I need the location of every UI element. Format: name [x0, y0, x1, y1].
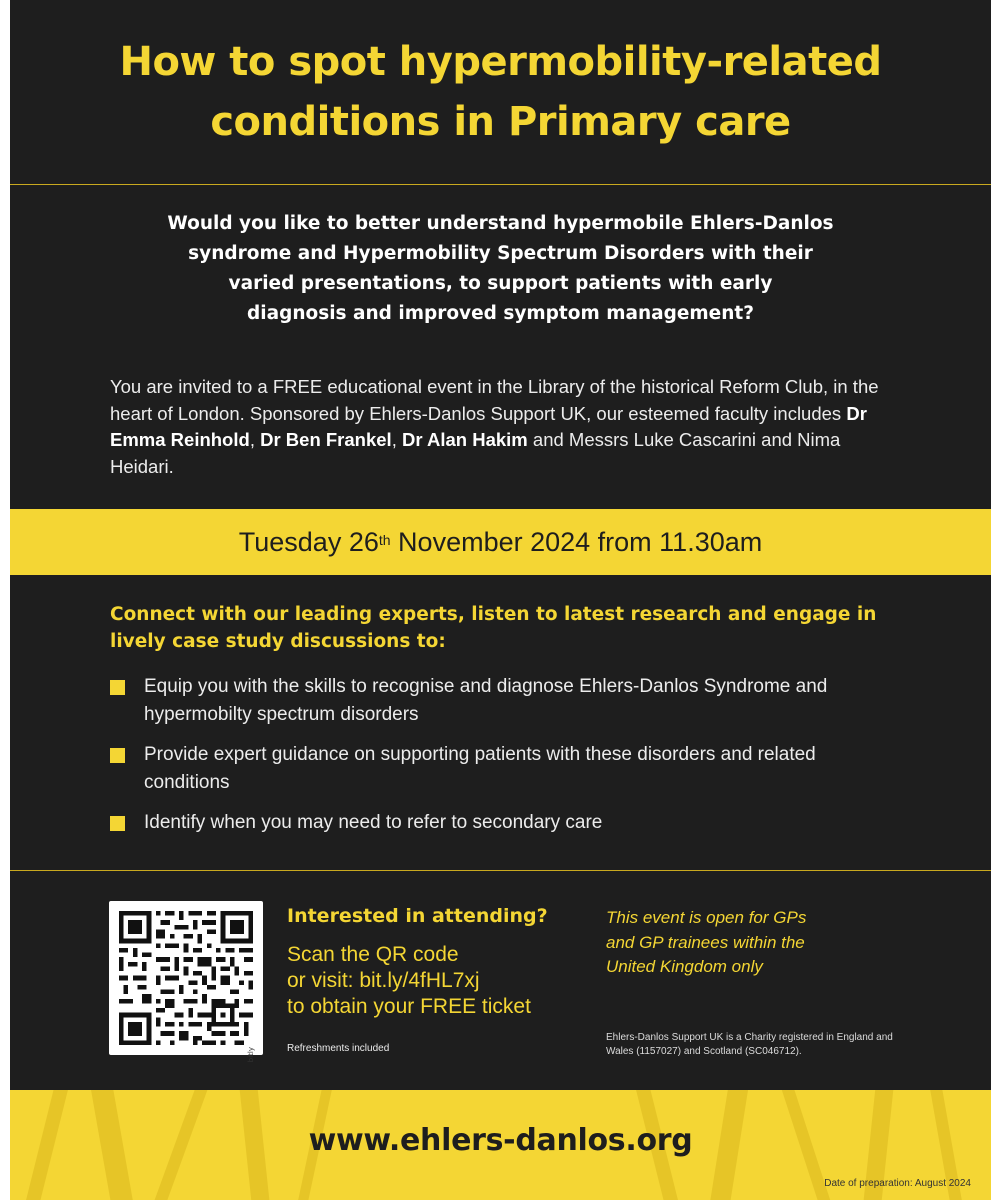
eligibility-line: United Kingdom only — [606, 957, 763, 976]
bullet-square-icon — [110, 748, 125, 763]
scan-line: to obtain your FREE ticket — [287, 995, 531, 1018]
experts-section — [10, 575, 991, 870]
objectives-list — [110, 673, 890, 850]
title-section — [10, 0, 991, 184]
scan-line-link[interactable]: or visit: bit.ly/4fHL7xj — [287, 969, 480, 992]
bullet-square-icon — [110, 816, 125, 831]
experts-heading: Connect with our leading experts, listen to latest research and engage in lively case study discussions to: — [110, 604, 877, 652]
speaker-name: Dr Alan Hakim — [401, 429, 528, 450]
qr-code-icon — [119, 911, 253, 1045]
eligibility-line: This event is open for GPs — [606, 908, 807, 927]
list-item-text: Equip you with the skills to recognise and diagnose Ehlers-Danlos Syndrome and hypermobilty spectrum disorders — [144, 676, 828, 725]
list-item — [110, 741, 890, 796]
title-line-2: conditions in Primary care — [210, 99, 791, 145]
scan-line: Scan the QR code — [287, 943, 459, 966]
qr-code[interactable] — [109, 901, 263, 1063]
speaker-name: Dr Ben Frankel — [260, 429, 392, 450]
invite-text: and Messrs Luke Cascarini and Nima Heidari. — [110, 429, 841, 477]
list-item — [110, 673, 890, 728]
qr-brand-tag: bitly — [247, 1047, 255, 1063]
registration-instructions — [287, 942, 587, 1020]
invite-text: You are invited to a FREE educational event in the Library of the historical Reform Club, in the heart of London. Sponsored by Ehlers-Danlos Support UK, our esteemed faculty includes — [110, 376, 879, 424]
eligibility-note — [606, 906, 856, 980]
lead-question — [90, 209, 911, 329]
list-item-text: Provide expert guidance on supporting patients with these disorders and related conditions — [144, 744, 816, 793]
lead-line: diagnosis and improved symptom management? — [247, 303, 754, 324]
lead-line: Would you like to better understand hypermobile Ehlers-Danlos — [167, 213, 834, 234]
eligibility-line: and GP trainees within the — [606, 932, 805, 952]
date-day: Tuesday 26 — [238, 527, 379, 557]
bullet-square-icon — [110, 680, 125, 695]
speaker-name: Dr Emma Reinhold — [110, 402, 867, 450]
preparation-date: Date of preparation: August 2024 — [824, 1178, 971, 1189]
poster-title — [10, 32, 991, 152]
interested-heading: Interested in attending? — [287, 905, 548, 927]
title-line-1: How to spot hypermobility-related — [119, 39, 882, 85]
event-date — [10, 525, 991, 559]
lead-line: varied presentations, to support patients with early — [228, 273, 773, 294]
date-rest: November 2024 from 11.30am — [390, 527, 763, 557]
intro-section — [10, 185, 991, 509]
charity-registration: Ehlers-Danlos Support UK is a Charity registered in England and Wales (1157027) and Scotland (SC046712). — [606, 1032, 893, 1057]
separator: , — [249, 429, 261, 450]
date-band — [10, 509, 991, 575]
refreshments-note: Refreshments included — [287, 1043, 390, 1054]
invitation-text — [110, 374, 900, 480]
lead-line: syndrome and Hypermobility Spectrum Disorders with their — [188, 243, 813, 264]
event-poster — [10, 0, 991, 1200]
registration-section — [10, 871, 991, 1090]
list-item-text: Identify when you may need to refer to secondary care — [144, 812, 603, 833]
separator: , — [391, 429, 402, 450]
list-item — [110, 809, 890, 837]
website-band — [10, 1090, 991, 1200]
website-link[interactable]: www.ehlers-danlos.org — [308, 1123, 693, 1158]
date-suffix: th — [378, 532, 391, 548]
